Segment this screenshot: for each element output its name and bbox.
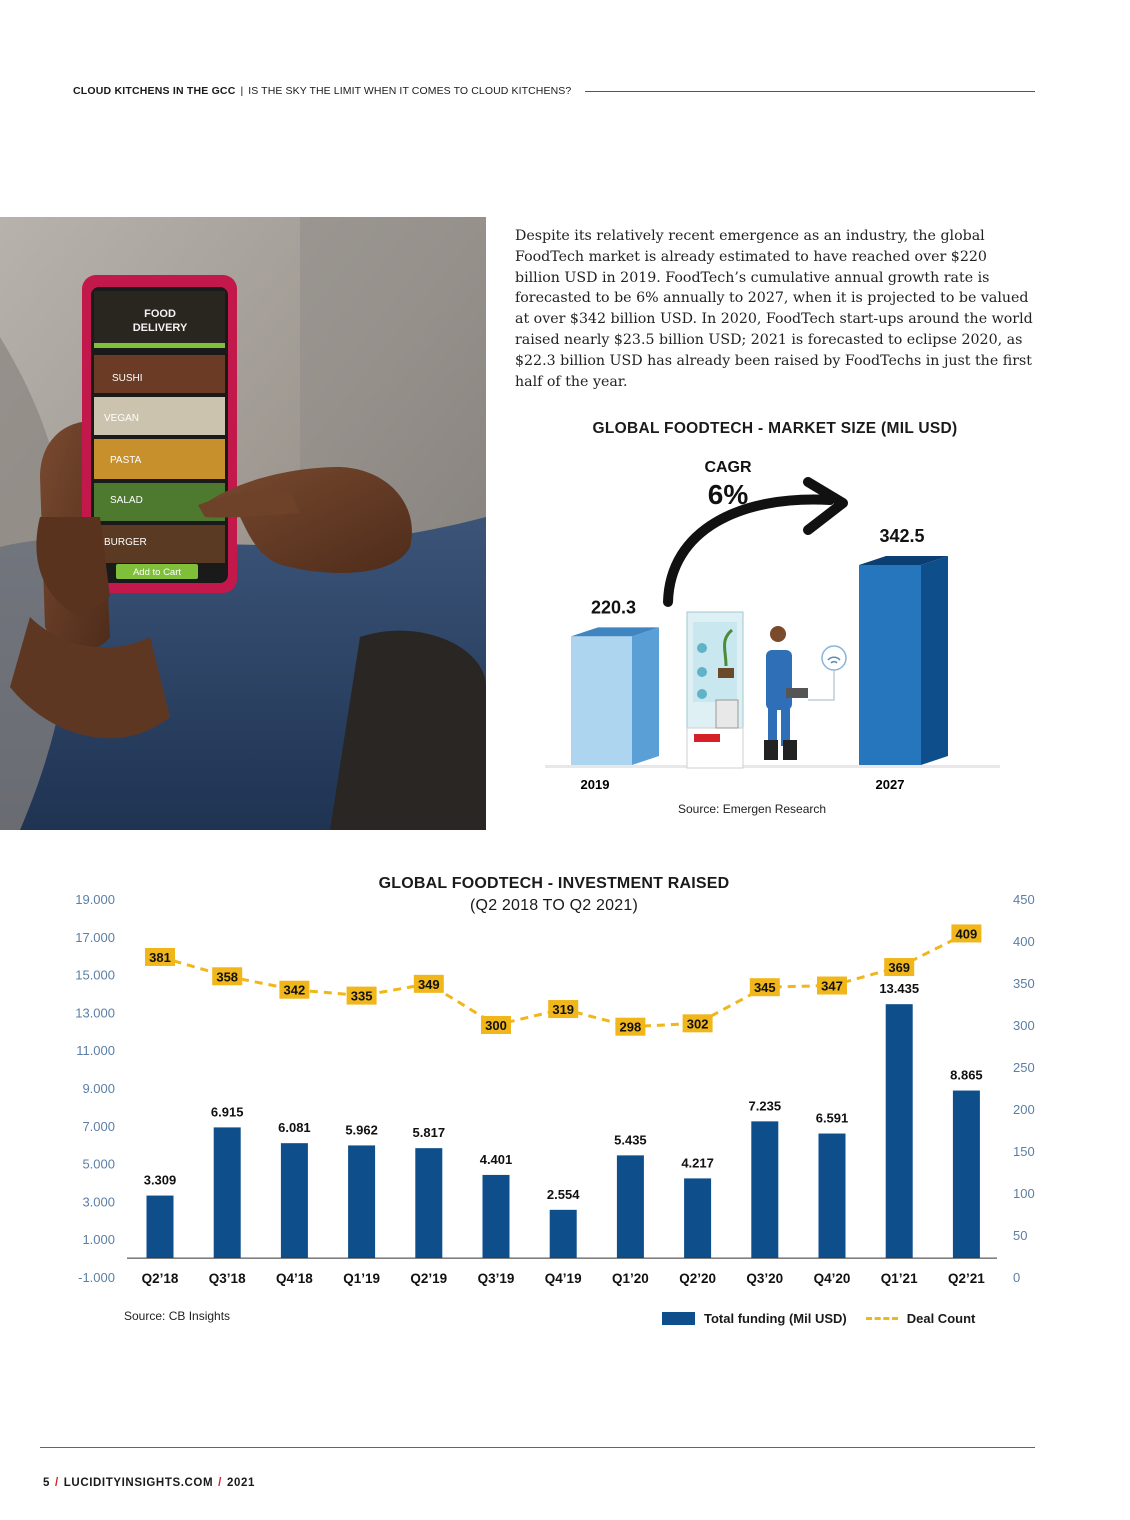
funding-bar [751, 1121, 778, 1258]
menu-item-vegan: VEGAN [104, 413, 140, 424]
cagr-value: 6% [707, 479, 749, 510]
y-left-tick: 15.000 [75, 967, 115, 983]
legend-line-swatch [866, 1317, 898, 1320]
deal-count-label: 335 [350, 988, 373, 1004]
funding-bar [886, 1004, 913, 1258]
funding-bar [953, 1091, 980, 1259]
y-right-tick: 250 [1013, 1060, 1035, 1075]
funding-bar-label: 3.309 [143, 1172, 177, 1188]
deal-count-label: 409 [955, 926, 978, 942]
deal-count-label: 347 [821, 978, 843, 994]
menu-item-burger: BURGER [104, 537, 147, 548]
x-tick-label: Q3’20 [746, 1271, 784, 1286]
funding-bar [483, 1175, 510, 1258]
funding-bar [684, 1178, 711, 1258]
footer-slash: / [55, 1477, 59, 1489]
y-left-tick: 7.000 [82, 1118, 115, 1134]
deal-count-label: 349 [417, 976, 440, 992]
y-left-tick: 3.000 [82, 1194, 115, 1210]
x-tick-label: Q2’21 [948, 1271, 985, 1286]
legend-bar-label: Total funding (Mil USD) [704, 1311, 847, 1326]
deal-count-label: 358 [216, 969, 239, 985]
funding-bar-label: 8.865 [950, 1067, 983, 1083]
deal-count-label: 302 [686, 1016, 709, 1032]
x-tick-label: Q2’20 [679, 1271, 716, 1286]
funding-bar-label: 4.401 [479, 1151, 513, 1167]
deal-count-label: 300 [485, 1018, 507, 1033]
menu-item-pasta: PASTA [110, 455, 142, 466]
x-axis-labels [142, 1271, 986, 1286]
funding-bar-label: 2.554 [546, 1186, 580, 1202]
article-title: IS THE SKY THE LIMIT WHEN IT COMES TO CLOUD KITCHENS? [248, 85, 572, 97]
investment-chart-legend [662, 1311, 975, 1326]
y-right-tick: 150 [1013, 1144, 1035, 1159]
y-right-tick: 450 [1013, 892, 1035, 907]
cagr-label: CAGR [704, 459, 752, 476]
section-title: CLOUD KITCHENS IN THE GCC [73, 85, 236, 97]
x-tick-label: Q1’21 [880, 1271, 918, 1286]
market-chart-source: Source: Emergen Research [678, 802, 827, 816]
funding-bar [415, 1148, 442, 1258]
funding-bar-label: 5.962 [345, 1122, 378, 1138]
x-label-2027: 2027 [875, 777, 905, 792]
investment-chart-subtitle: (Q2 2018 TO Q2 2021) [470, 897, 638, 914]
site-link[interactable]: LUCIDITYINSIGHTS.COM [63, 1477, 214, 1489]
screen-title-2: DELIVERY [132, 322, 188, 334]
funding-bar-label: 6.915 [210, 1104, 244, 1120]
funding-bar [147, 1196, 174, 1259]
legend-line-label: Deal Count [906, 1311, 976, 1326]
menu-item-salad: SALAD [110, 495, 143, 506]
funding-bar-label: 7.235 [748, 1098, 782, 1114]
y-left-tick: 11.000 [76, 1043, 115, 1059]
y-left-tick: 13.000 [75, 1005, 115, 1021]
y-axis-left [75, 892, 115, 1285]
funding-bar-label: 6.591 [815, 1110, 849, 1126]
x-tick-label: Q1’19 [343, 1271, 380, 1286]
x-tick-label: Q4’19 [544, 1271, 582, 1286]
y-right-tick: 350 [1013, 976, 1035, 991]
y-left-tick: 17.000 [75, 929, 115, 945]
deal-count-label: 319 [552, 1002, 575, 1018]
deal-count-label: 298 [619, 1019, 642, 1035]
x-tick-label: Q4’20 [813, 1271, 851, 1286]
add-to-cart-label: Add to Cart [132, 567, 182, 578]
y-right-tick: 300 [1013, 1018, 1035, 1033]
funding-bar [617, 1155, 644, 1258]
menu-item-sushi: SUSHI [112, 373, 143, 384]
y-left-tick: 1.000 [82, 1232, 115, 1248]
x-tick-label: Q1’20 [612, 1271, 649, 1286]
y-right-tick: 200 [1013, 1102, 1035, 1117]
y-left-tick: -1.000 [78, 1270, 115, 1285]
deal-count-label: 369 [888, 960, 911, 976]
x-tick-label: Q3’18 [208, 1271, 246, 1286]
funding-bar [550, 1210, 577, 1258]
x-tick-label: Q4’18 [276, 1271, 313, 1286]
intro-paragraph: Despite its relatively recent emergence as an industry, the global FoodTech market is already estimated to have reached over $220 billion USD in 2019. FoodTech’s cumulative annual growth rate is forecasted to be 6% annually to 2027, when it is projected to be valued at over $342 billion USD. In 2020, FoodTech start-ups around the world raised nearly $23.5 billion USD; 2021 is forecasted to eclipse 2020, as $22.3 billion USD has already been raised by FoodTechs in just the first half of the year. [515, 228, 1033, 390]
y-left-tick: 19.000 [75, 892, 115, 907]
market-chart-title: GLOBAL FOODTECH - MARKET SIZE (MIL USD) [592, 420, 958, 437]
x-tick-label: Q2’18 [141, 1271, 179, 1286]
funding-bar-label: 5.817 [412, 1125, 446, 1141]
x-tick-label: Q3’19 [477, 1271, 515, 1286]
bar-2019-value: 220.3 [590, 597, 637, 618]
x-label-2019: 2019 [580, 777, 610, 792]
header-separator: | [240, 85, 244, 97]
deal-count-line [145, 924, 981, 1035]
x-tick-label: Q2’19 [410, 1271, 448, 1286]
footer-rule [40, 1447, 1035, 1448]
funding-bar-label: 4.217 [681, 1155, 714, 1171]
funding-bar [214, 1127, 241, 1258]
y-right-tick: 400 [1013, 934, 1035, 949]
legend-bar-swatch [662, 1312, 695, 1325]
y-right-tick: 100 [1013, 1186, 1035, 1201]
investment-chart-source: Source: CB Insights [124, 1309, 231, 1323]
deal-count-label: 381 [149, 949, 171, 965]
y-axis-right [1013, 892, 1035, 1285]
y-right-tick: 0 [1013, 1270, 1021, 1285]
funding-bar [281, 1143, 308, 1258]
funding-bar [348, 1145, 375, 1258]
footer-year: 2021 [226, 1477, 255, 1489]
page-number: 5 [43, 1477, 50, 1489]
deal-count-label: 342 [283, 982, 306, 998]
y-right-tick: 50 [1013, 1228, 1028, 1243]
funding-bar-label: 6.081 [278, 1120, 311, 1136]
bar-2027-value: 342.5 [879, 526, 925, 546]
y-left-tick: 9.000 [82, 1081, 115, 1096]
investment-chart-title: GLOBAL FOODTECH - INVESTMENT RAISED [378, 875, 730, 892]
funding-bar-label: 5.435 [614, 1132, 647, 1148]
y-left-tick: 5.000 [82, 1156, 115, 1172]
deal-count-label: 345 [753, 980, 776, 996]
screen-title-1: FOOD [144, 308, 176, 320]
funding-bar [819, 1134, 846, 1259]
funding-bar-label: 13.435 [879, 981, 920, 997]
footer-slash: / [218, 1477, 222, 1489]
page-footer [43, 1477, 255, 1489]
funding-bars [143, 978, 983, 1258]
